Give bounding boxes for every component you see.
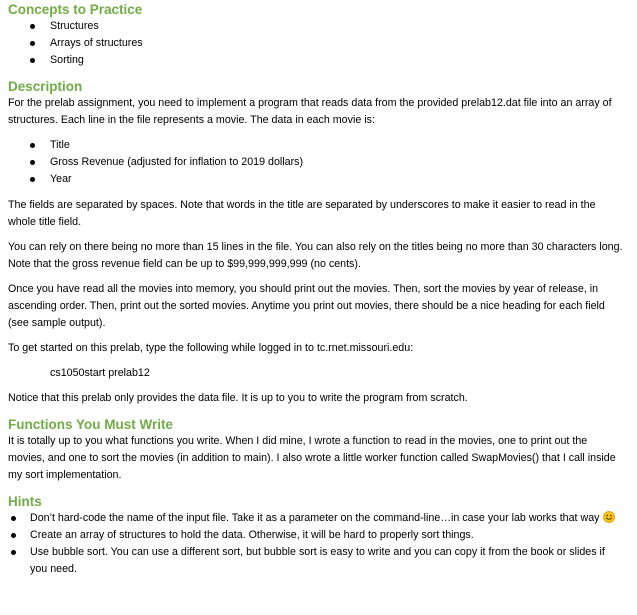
hints-list <box>8 510 623 578</box>
functions-heading: Functions You Must Write <box>8 417 173 432</box>
description-heading: Description <box>8 79 83 94</box>
fields-paragraph: The fields are separated by spaces. Note that words in the title are separated by underscores to make it easier to read in the whole title field. <box>8 199 596 228</box>
concept-item: Arrays of structures <box>8 35 623 52</box>
description-intro: For the prelab assignment, you need to implement a program that reads data from the provided prelab12.dat file into an array of structures. Each line in the file represents a movie. The data in each movie is: <box>8 97 612 126</box>
concept-item: Structures <box>8 18 623 35</box>
field-item: Year <box>8 171 623 188</box>
concept-item: Sorting <box>8 52 623 69</box>
hint-item <box>8 510 623 527</box>
movie-fields-list <box>8 137 623 188</box>
functions-paragraph: It is totally up to you what functions you write. When I did mine, I wrote a function to read in the movies, one to print out the movies, and one to sort the movies (in addition to main). I also wrote a little worker function called SwapMovies() that I call inside my sort implementation. <box>8 435 616 481</box>
sort-paragraph: Once you have read all the movies into memory, you should print out the movies. Then, sort the movies by year of release, in ascending order. Then, print out the sorted movies. Anytime you print out movies, there should be a nice heading for each field (see sample output). <box>8 283 605 329</box>
start-command: cs1050start prelab12 <box>50 367 150 379</box>
limits-paragraph: You can rely on there being no more than 15 lines in the file. You can also rely on the titles being no more than 30 characters long. Note that the gross revenue field can be up to $99,999,999,999 (no cents). <box>8 241 623 270</box>
notice-paragraph: Notice that this prelab only provides the data file. It is up to you to write the program from scratch. <box>8 392 468 404</box>
concepts-list <box>8 18 623 69</box>
hints-heading: Hints <box>8 494 42 509</box>
hint-item: Create an array of structures to hold the data. Otherwise, it will be hard to properly sort things. <box>8 527 623 544</box>
hint-item: Use bubble sort. You can use a different sort, but bubble sort is easy to write and you can copy it from the book or slides if you need. <box>8 544 623 578</box>
getting-started-paragraph: To get started on this prelab, type the following while logged in to tc.rnet.missouri.edu: <box>8 342 414 354</box>
concepts-heading: Concepts to Practice <box>8 2 143 17</box>
field-item: Gross Revenue (adjusted for inflation to 2019 dollars) <box>8 154 623 171</box>
smiley-face-icon <box>603 511 615 523</box>
hint-text: Don’t hard-code the name of the input file. Take it as a parameter on the command-line…in case your lab works that way <box>30 512 600 524</box>
field-item: Title <box>8 137 623 154</box>
